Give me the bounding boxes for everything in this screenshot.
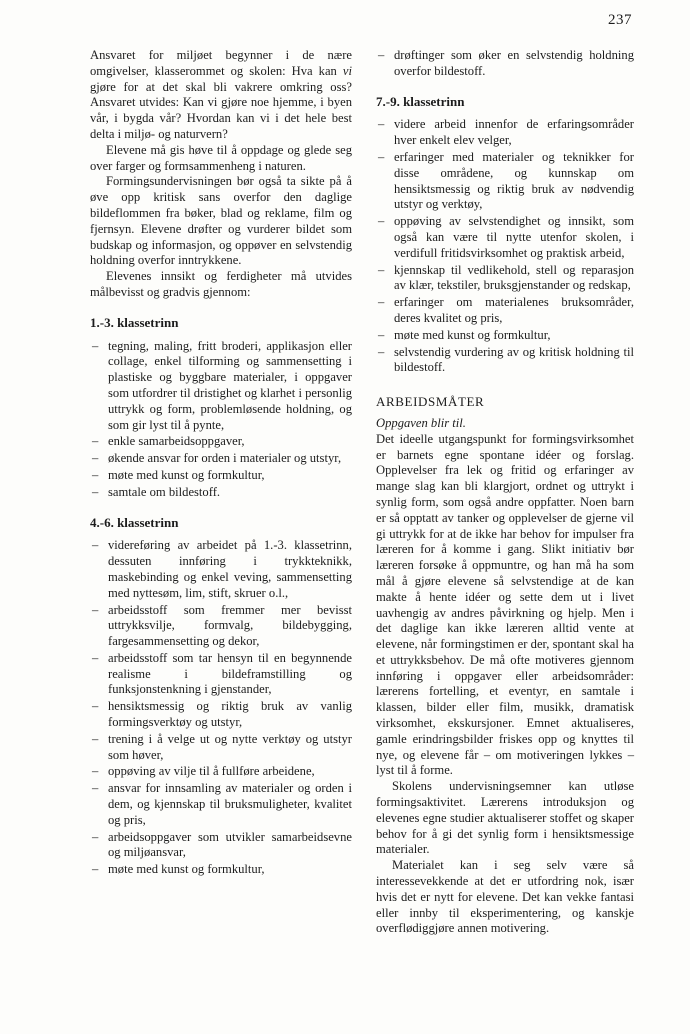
list-item: – arbeidsoppgaver som utvikler samarbeidsevne og miljøansvar, <box>90 830 352 862</box>
list-item: – erfaringer om materialenes bruksområder, deres kvalitet og pris, <box>376 295 634 327</box>
list-7-9 <box>376 117 634 376</box>
list-item: – arbeidsstoff som tar hensyn til en begynnende realisme i bildeframstilling og funksjonstenkning i gjenstander, <box>90 651 352 698</box>
list-1-3 <box>90 339 352 501</box>
section-heading-1-3: 1.-3. klassetrinn <box>90 314 179 330</box>
right-column <box>376 48 634 937</box>
intro-paragraph: Formingsundervisningen bør også ta sikte på å øve opp kritisk sans overfor den daglige bildeflommen fra bøker, blad og reklame, film og fjernsyn. Elevene drøfter og vurderer bildet som budskap og informasjon, og oppøver en selvstendig holdning overfor inntrykkene. <box>90 174 352 268</box>
body-paragraph: Skolens undervisningsemner kan utløse formingsaktivitet. Lærerens introduksjon og elevenes egne studier aktualiserer stoffet og skaper behov for å gi det synlig form i hensiktsmessige materialer. <box>376 779 634 857</box>
body-paragraph: Materialet kan i seg selv være så interessevekkende at det er utfordring nok, især hvis det er nytt for elevene. Det kan vekke fantasi eller innby til eksperimentering, og kanskje overflødiggjøre annen motivering. <box>376 858 634 936</box>
list-item: – selvstendig vurdering av og kritisk holdning til bildestoff. <box>376 345 634 377</box>
section-heading-7-9: 7.-9. klassetrinn <box>376 93 465 109</box>
list-item: – tegning, maling, fritt broderi, applikasjon eller collage, enkel tilforming og sammensetting i plastiske og byggbare materialer, i oppgaver som utfordrer til dristighet og klarhet i personlig uttrykk og form, problemløsende holdning, og som gir lyst til å pynte, <box>90 339 352 434</box>
list-item: – enkle samarbeidsoppgaver, <box>90 434 352 450</box>
list-item: – videreføring av arbeidet på 1.-3. klassetrinn, dessuten innføring i trykkteknikk, maskebinding og enkel veving, sammensetting med nyttesøm, lim, stift, skruer o.l., <box>90 538 352 601</box>
list-item: – samtale om bildestoff. <box>90 485 352 501</box>
page-number: 237 <box>608 12 632 28</box>
list-item: – møte med kunst og formkultur, <box>90 862 352 878</box>
list-item: – videre arbeid innenfor de erfaringsområder hver enkelt elev velger, <box>376 117 634 149</box>
list-item: – ansvar for innsamling av materialer og orden i dem, og kjennskap til bruksmuligheter, kvalitet og pris, <box>90 781 352 828</box>
section-heading-4-6: 4.-6. klassetrinn <box>90 514 179 530</box>
list-item: – møte med kunst og formkultur, <box>376 328 634 344</box>
list-item: – økende ansvar for orden i materialer og utstyr, <box>90 451 352 467</box>
list-item: – trening i å velge ut og nytte verktøy og utstyr som høver, <box>90 732 352 764</box>
list-continued <box>376 48 634 80</box>
list-item: – møte med kunst og formkultur, <box>90 468 352 484</box>
list-item: – drøftinger som øker en selvstendig holdning overfor bildestoff. <box>376 48 634 80</box>
subheading: Oppgaven blir til. <box>376 415 466 430</box>
section-title-arbeidsmater: ARBEIDSMÅTER <box>376 394 485 410</box>
left-column <box>90 48 352 879</box>
list-item: – hensiktsmessig og riktig bruk av vanlig formingsverktøy og utstyr, <box>90 699 352 731</box>
intro-paragraph: Elevenes innsikt og ferdigheter må utvides målbevisst og gradvis gjennom: <box>90 269 352 299</box>
intro-paragraph: Elevene må gis høve til å oppdage og glede seg over farger og formsammenheng i naturen. <box>90 142 352 173</box>
list-item: – oppøving av selvstendighet og innsikt, som også kan være til nytte utenfor skolen, i verdifull fritidsvirksomhet og praktisk arbeid, <box>376 214 634 261</box>
list-item: – arbeidsstoff som fremmer mer bevisst uttrykksvilje, formvalg, bildebygging, fargesammensetting og dekor, <box>90 603 352 650</box>
intro-paragraph: Ansvaret for miljøet begynner i de nære omgivelser, klasserommet og skolen: Hva kan vi gjøre for at det skal bli vakrere omkring oss? Ansvaret utvides: Kan vi gjøre noe hjemme, i byen vår, i bygda vår? Hvordan kan vi i det hele best delta i miljø- og naturvern? <box>90 48 352 141</box>
list-4-6 <box>90 538 352 878</box>
list-item: – kjennskap til vedlikehold, stell og reparasjon av klær, tekstiler, bruksgjenstander og redskap, <box>376 263 634 295</box>
list-item: – erfaringer med materialer og teknikker for disse områdene, og kunnskap om hensiktsmessig og riktig bruk av nødvendig utstyr og verktøy, <box>376 150 634 213</box>
list-item: – oppøving av vilje til å fullføre arbeidene, <box>90 764 352 780</box>
body-paragraph: Det ideelle utgangspunkt for formingsvirksomhet er barnets egne spontane idéer og forslag. Opplevelser fra lek og fritid og erfaringer av mange slag kan bli klargjort, ordnet og uttrykt i synlig form, som også andre oppfatter. Noen barn er så opptatt av tanker og opplevelser de gjerne vil gi uttrykk for at de ikke har behov for impulser fra læreren for å komme i gang. Slikt initiativ bør læreren forsøke å oppmuntre, og han må ha som mål å gjøre elevene så selvstendige at de kan makte å hente idéer og sette dem ut i livet uavhengig av andres påvirkning og hjelp. Men i det daglige kan ikke læreren alltid vente at elevene, når formingstimen er der, spontant skal ha et uttrykksbehov. De må ofte motiveres gjennom innføring i oppgaver eller arbeidsområder: lærerens fortelling, et eventyr, en samtale i klassen, bilder eller film, musikk, dramatisk virksomhet, ekskursjoner. Emnet aktualiseres, gamle erindringsbilder friskes opp og knyttes til nye, og elevene får – om motiveringen lykkes – lyst til å forme. <box>376 431 634 778</box>
